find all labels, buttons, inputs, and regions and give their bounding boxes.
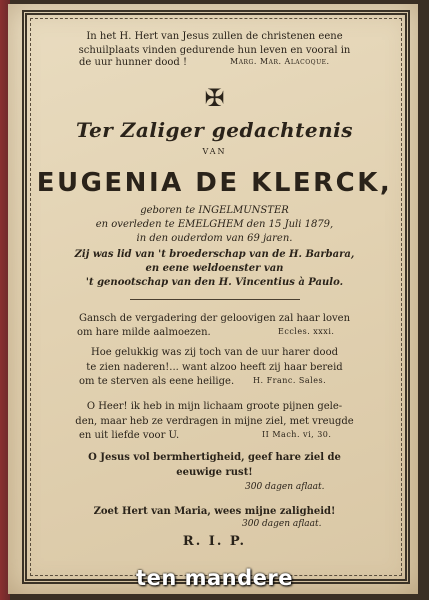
rip-text: R. I. P. [182, 534, 247, 549]
deceased-name: EUGENIA DE KLERCK, [36, 168, 393, 198]
prayer2-indulgence: 300 dagen aflaat. [242, 519, 322, 529]
bio-birthplace: geboren te INGELMUNSTER [140, 205, 289, 216]
van-label: VAN [202, 147, 227, 156]
verse2-line-2: te zien naderen!... want alzoo heeft zij haar bereid [86, 362, 343, 373]
bio-society: 't genootschap van den H. Vincentius à Paulo. [85, 277, 344, 288]
verse3-line-2: den, maar heb ze verdragen in mijne ziel, met vreugde [75, 416, 354, 427]
bio-age: in den ouderdom van 69 jaren. [136, 233, 293, 244]
verse2-line-3: om te sterven als eene heilige. [79, 376, 235, 387]
memorial-heading: Ter Zaliger gedachtenis [75, 118, 353, 142]
intro-line-2: schuilplaats vinden gedurende hun leven en vooral in [78, 45, 351, 56]
prayer1-line-1: O Jesus vol bermhertigheid, geef hare ziel de [88, 452, 341, 463]
verse2-source: H. Franc. Sales. [253, 376, 327, 385]
verse1-source: Eccles. xxxi. [278, 327, 335, 336]
verse1-line-1: Gansch de vergadering der geloovigen zal haar loven [78, 313, 351, 324]
prayer1-line-2: eeuwige rust! [176, 467, 253, 478]
watermark-text: ten mandere [136, 566, 293, 590]
bio-benefactor: en eene weldoenster van [145, 263, 284, 274]
verse3-line-3: en uit liefde voor U. [79, 430, 180, 441]
intro-line-3: de uur hunner dood ! [79, 57, 188, 68]
prayer2-line-1: Zoet Hert van Maria, wees mijne zaligheid! [93, 506, 336, 517]
divider [130, 299, 300, 300]
bio-death: en overleden te EMELGHEM den 15 Juli 1879, [95, 219, 334, 230]
bio-membership: Zij was lid van 't broederschap van de H. Barbara, [74, 249, 355, 260]
prayer1-indulgence: 300 dagen aflaat. [245, 482, 325, 492]
verse1-line-2: om hare milde aalmoezen. [77, 327, 211, 338]
verse3-source: II Mach. vi, 30. [262, 430, 332, 439]
cross-icon: ✠ [204, 84, 225, 112]
verse3-line-1: O Heer! ik heb in mijn lichaam groote pijnen gele- [86, 401, 343, 412]
verse2-line-1: Hoe gelukkig was zij toch van de uur harer dood [90, 347, 338, 358]
intro-attribution: Marg. Mar. Alacoque. [230, 57, 330, 66]
intro-line-1: In het H. Hert van Jesus zullen de christenen eene [86, 31, 343, 42]
